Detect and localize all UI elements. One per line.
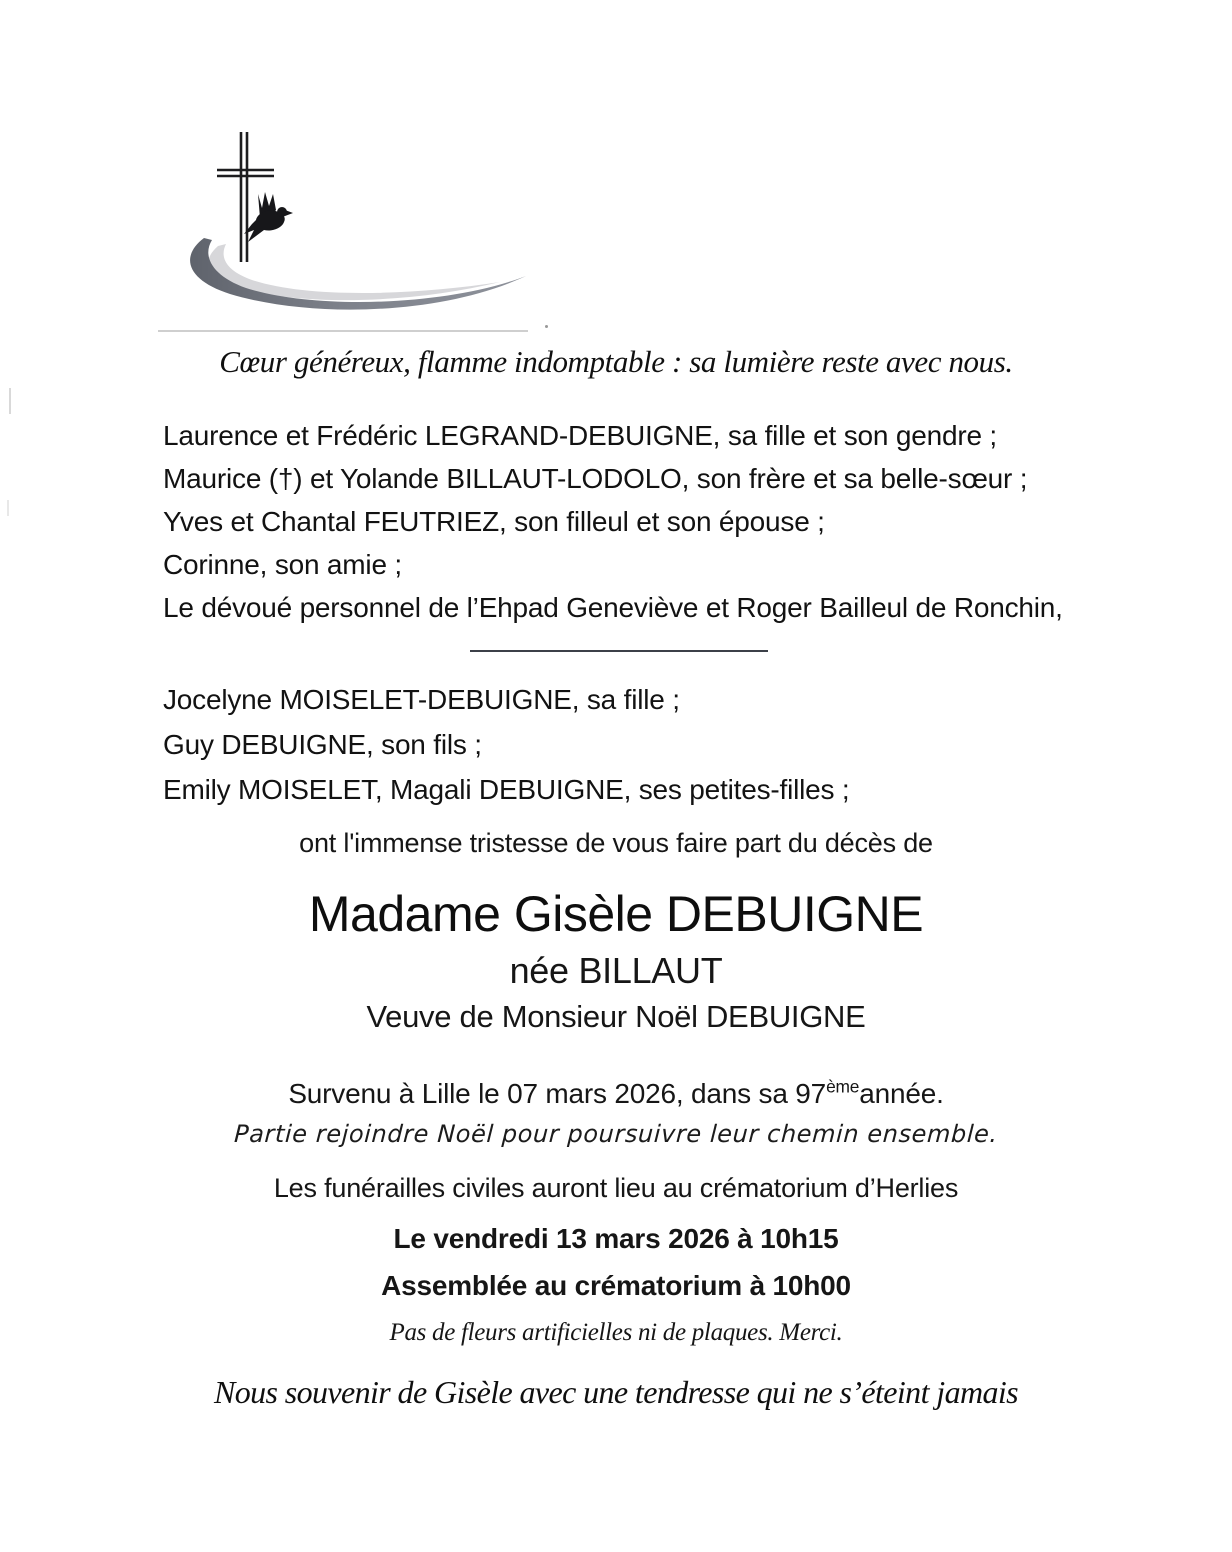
family-line: Jocelyne MOISELET-DEBUIGNE, sa fille ; — [163, 684, 680, 715]
faint-scan-rule — [158, 330, 528, 332]
cross-dove-swoosh-icon — [170, 124, 540, 316]
assembly-line: Assemblée au crématorium à 10h00 — [381, 1270, 851, 1301]
death-date-line — [0, 1078, 1232, 1110]
epitaph-quote: Cœur généreux, flamme indomptable : sa lumière reste avec nous. — [219, 344, 1013, 379]
scan-artifact — [7, 500, 9, 516]
closing-sentence: Nous souvenir de Gisèle avec une tendresse qui ne s’éteint jamais — [213, 1374, 1019, 1410]
handwritten-note: Partie rejoindre Noël pour poursuivre leur chemin ensemble. — [233, 1120, 999, 1148]
death-date-text: Survenu à Lille le 07 mars 2026, dans sa 97 — [288, 1078, 827, 1109]
flowers-request-line: Pas de fleurs artificielles ni de plaques. Merci. — [389, 1319, 843, 1346]
widow-line: Veuve de Monsieur Noël DEBUIGNE — [366, 999, 866, 1034]
family-list-primary — [163, 414, 1063, 629]
family-line: Maurice (†) et Yolande BILLAUT-LODOLO, son frère et sa belle-sœur ; — [163, 463, 1028, 494]
ceremony-date-line: Le vendredi 13 mars 2026 à 10h15 — [393, 1223, 839, 1254]
maiden-name: née BILLAUT — [509, 950, 723, 991]
family-line: Emily MOISELET, Magali DEBUIGNE, ses petites-filles ; — [163, 774, 850, 805]
ordinal-superscript: ème — [826, 1076, 860, 1097]
family-line: Laurence et Frédéric LEGRAND-DEBUIGNE, sa fille et son gendre ; — [163, 420, 997, 451]
announcement-line: ont l'immense tristesse de vous faire part du décès de — [299, 828, 933, 858]
family-line: Corinne, son amie ; — [163, 549, 402, 580]
scan-artifact — [9, 388, 11, 414]
family-line: Le dévoué personnel de l’Ehpad Geneviève et Roger Bailleul de Ronchin, — [163, 592, 1063, 623]
family-list-secondary — [163, 677, 849, 812]
dove-shape — [244, 192, 293, 242]
ceremony-venue-line: Les funérailles civiles auront lieu au crématorium d’Herlies — [273, 1173, 959, 1203]
deceased-name: Madame Gisèle DEBUIGNE — [308, 886, 924, 942]
separator-line — [470, 650, 768, 652]
scan-artifact — [545, 325, 548, 328]
death-date-suffix: année. — [859, 1078, 944, 1109]
family-line: Yves et Chantal FEUTRIEZ, son filleul et son épouse ; — [163, 506, 825, 537]
family-line: Guy DEBUIGNE, son fils ; — [163, 729, 482, 760]
